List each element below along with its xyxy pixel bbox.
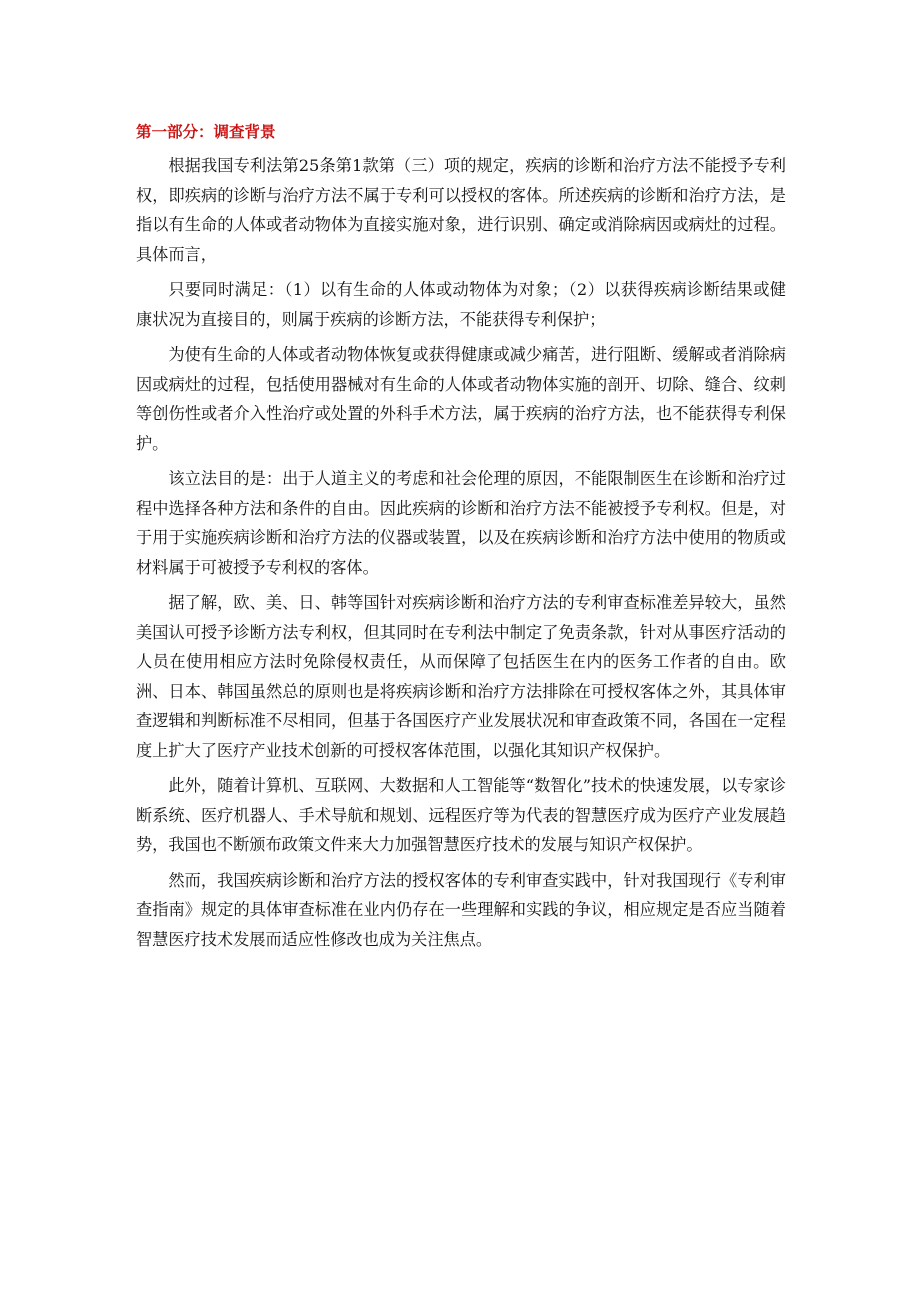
section-heading: 第一部分：调查背景 bbox=[136, 123, 276, 141]
paragraph-legislative-purpose: 该立法目的是：出于人道主义的考虑和社会伦理的原因，不能限制医生在诊断和治疗过程中选择各种方法和条件的自由。因此疾病的诊断和治疗方法不能被授予专利权。但是，对于用于实施疾病诊断和治疗方法的仪器或装置，以及在疾病诊断和治疗方法中使用的物质或材料属于可被授予专利权的客体。 bbox=[136, 469, 786, 577]
paragraph-legal-basis: 根据我国专利法第25条第1款第（三）项的规定，疾病的诊断和治疗方法不能授予专利权，即疾病的诊断与治疗方法不属于专利可以授权的客体。所述疾病的诊断和治疗方法，是指以有生命的人体或者动物体为直接实施对象，进行识别、确定或消除病因或病灶的过程。具体而言， bbox=[136, 156, 786, 264]
document-body bbox=[136, 117, 786, 960]
paragraph-examination-controversy: 然而，我国疾病诊断和治疗方法的授权客体的专利审查实践中，针对我国现行《专利审查指南》规定的具体审查标准在业内仍存在一些理解和实践的争议，相应规定是否应当随着智慧医疗技术发展而适应性修改也成为关注焦点。 bbox=[136, 870, 786, 949]
paragraph-diagnosis-criteria: 只要同时满足：（1）以有生命的人体或动物体为对象；（2）以获得疾病诊断结果或健康状况为直接目的，则属于疾病的诊断方法，不能获得专利保护； bbox=[136, 280, 786, 329]
paragraph-treatment-definition: 为使有生命的人体或者动物体恢复或获得健康或减少痛苦，进行阻断、缓解或者消除病因或病灶的过程，包括使用器械对有生命的人体或者动物体实施的剖开、切除、缝合、纹刺等创伤性或者介入性治疗或处置的外科手术方法，属于疾病的治疗方法，也不能获得专利保护。 bbox=[136, 345, 786, 453]
paragraph-smart-medicine: 此外，随着计算机、互联网、大数据和人工智能等“数智化”技术的快速发展，以专家诊断系统、医疗机器人、手术导航和规划、远程医疗等为代表的智慧医疗成为医疗产业发展趋势，我国也不断颁布政策文件来大力加强智慧医疗技术的发展与知识产权保护。 bbox=[136, 776, 786, 854]
paragraph-international-comparison: 据了解，欧、美、日、韩等国针对疾病诊断和治疗方法的专利审查标准差异较大，虽然美国认可授予诊断方法专利权，但其同时在专利法中制定了免责条款，针对从事医疗活动的人员在使用相应方法时免除侵权责任，从而保障了包括医生在内的医务工作者的自由。欧洲、日本、韩国虽然总的原则也是将疾病诊断和治疗方法排除在可授权客体之外，其具体审查逻辑和判断标准不尽相同，但基于各国医疗产业发展状况和审查政策不同，各国在一定程度上扩大了医疗产业技术创新的可授权客体范围，以强化其知识产权保护。 bbox=[136, 593, 786, 760]
